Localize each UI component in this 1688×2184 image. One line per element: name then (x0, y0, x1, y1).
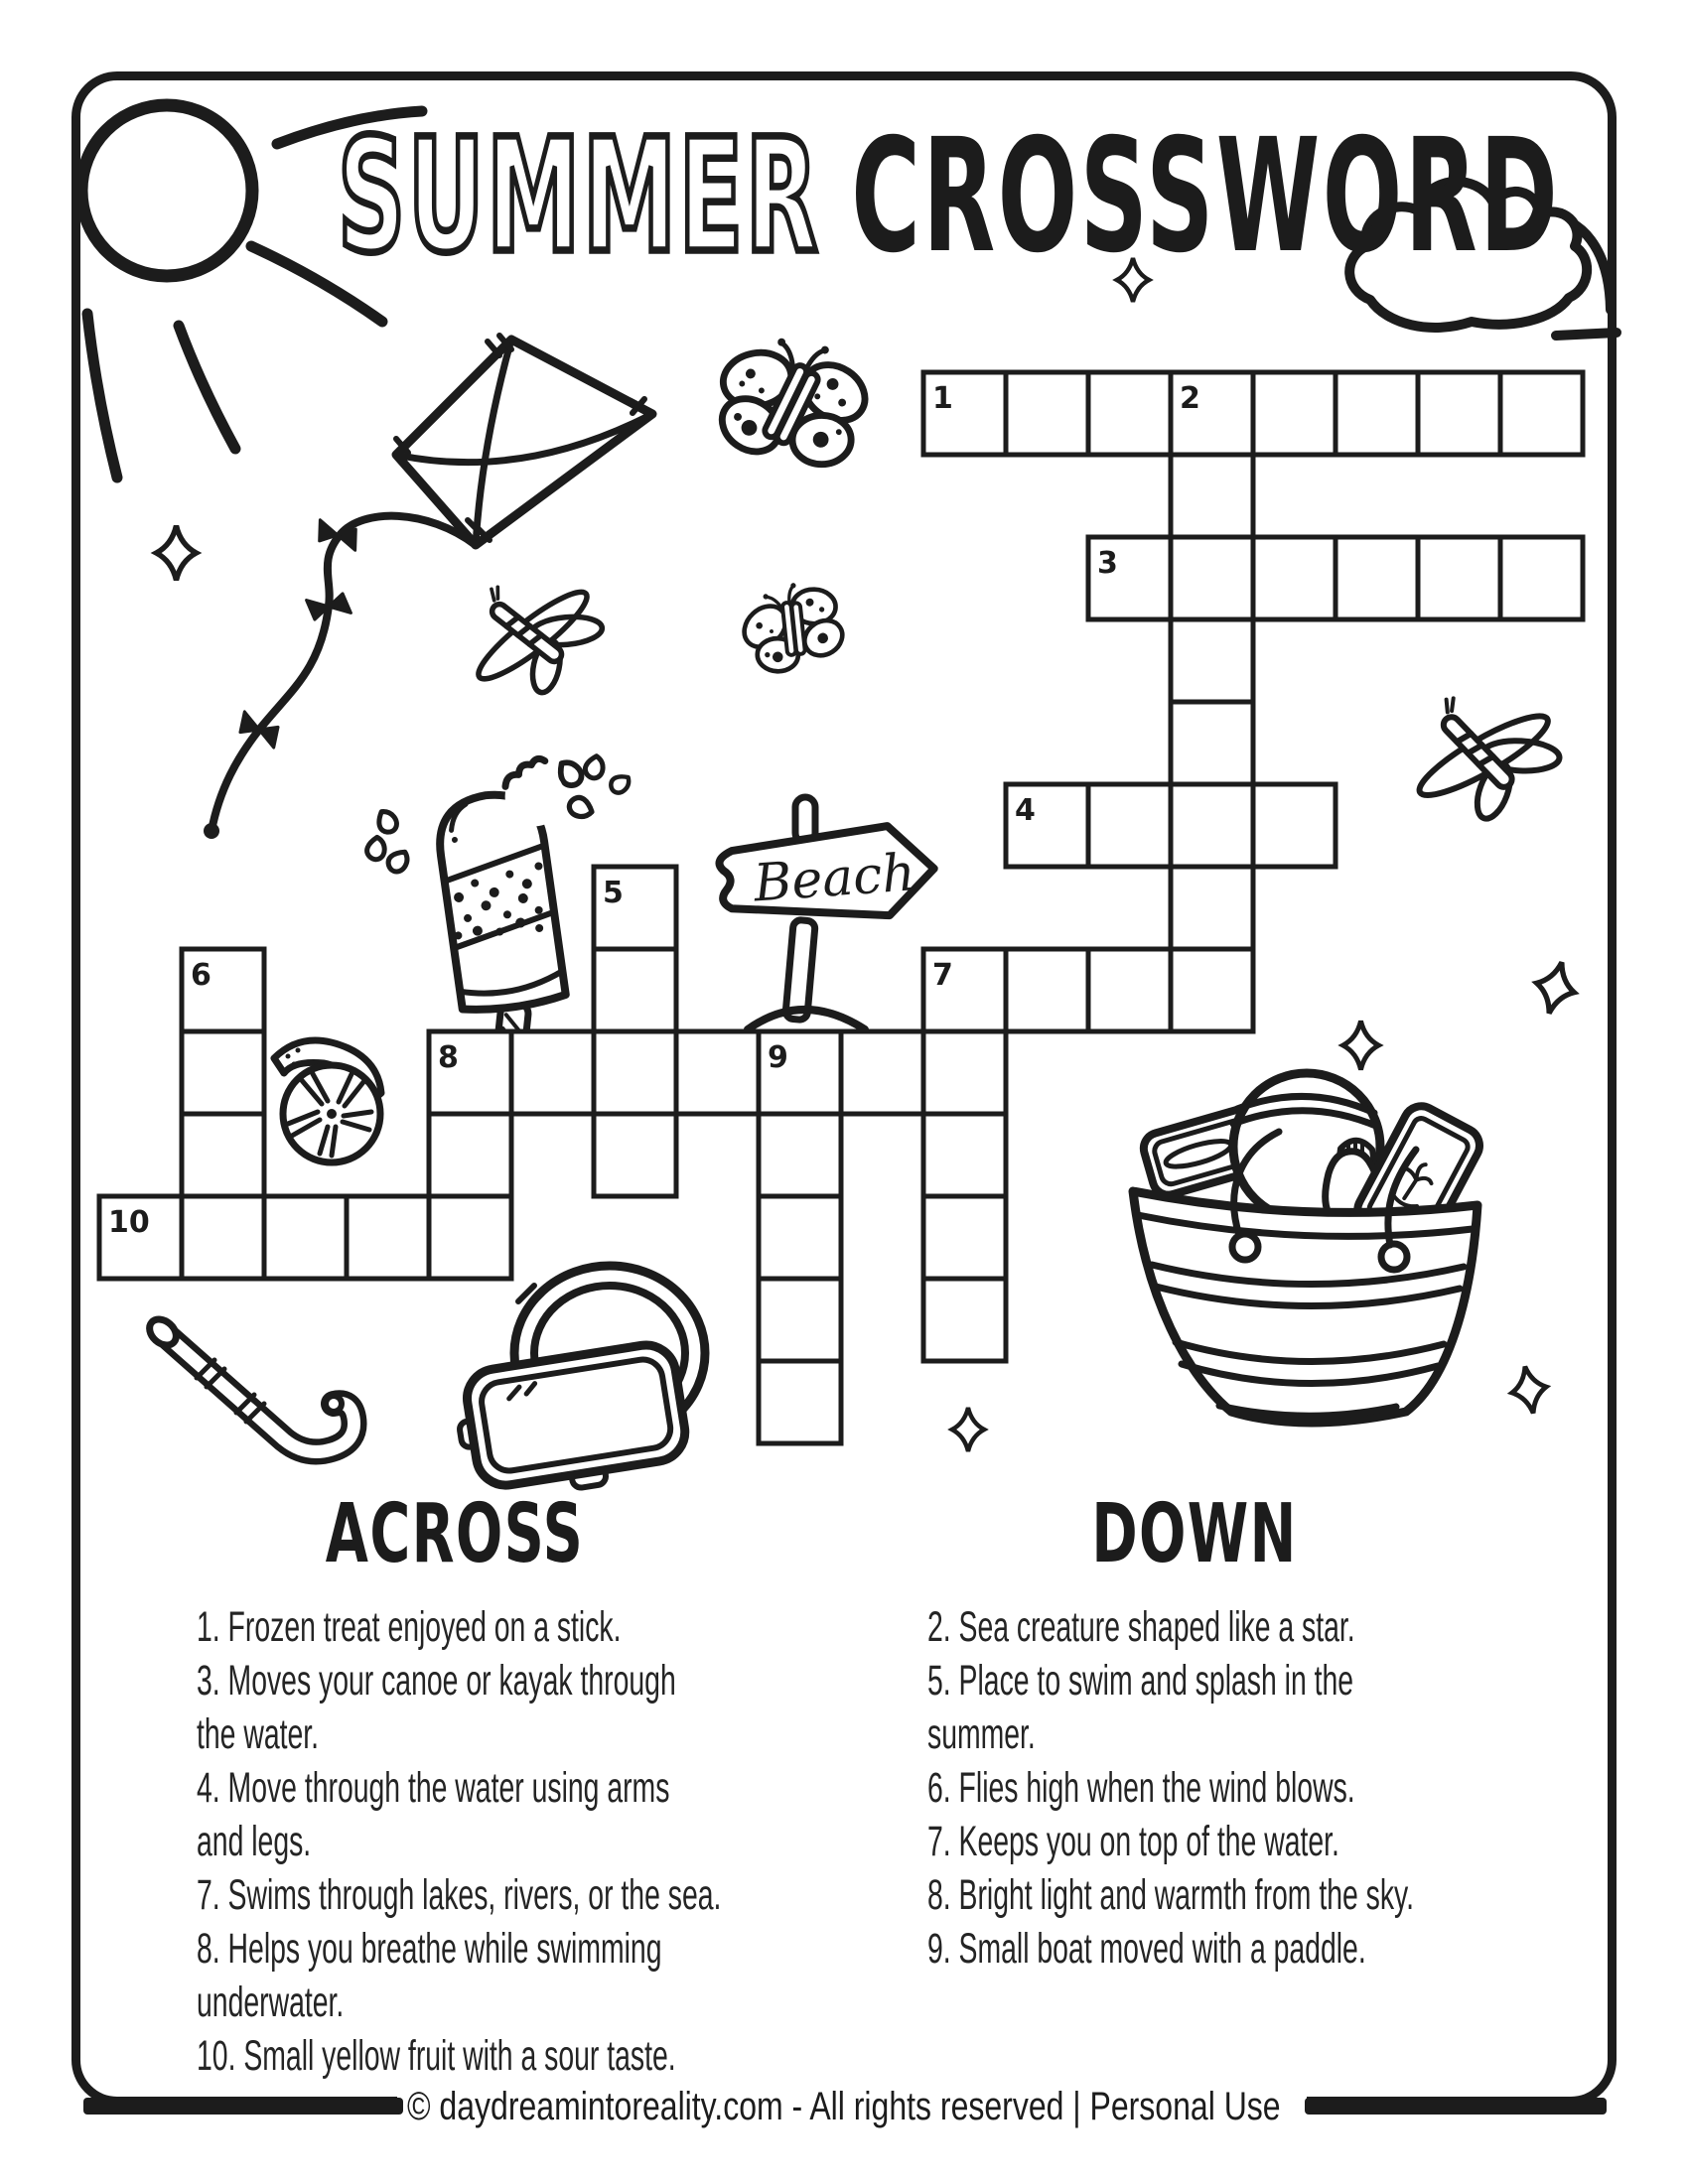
down-clue-line: 7. Keeps you on top of the water. (927, 1818, 1339, 1865)
down-clue-line: 8. Bright light and warmth from the sky. (927, 1871, 1415, 1919)
across-clue-line: 1. Frozen treat enjoyed on a stick. (197, 1603, 622, 1651)
down-header: DOWN (1091, 1487, 1298, 1581)
clue-number: 7 (932, 958, 953, 993)
across-clue-line: 10. Small yellow fruit with a sour taste. (197, 2032, 676, 2080)
beach-sign-label: Beach (752, 843, 917, 914)
across-clue-line: the water. (197, 1710, 320, 1758)
across-clue-line: 8. Helps you breathe while swimming (197, 1925, 662, 1973)
down-clue-line: 2. Sea creature shaped like a star. (927, 1603, 1355, 1651)
clue-number: 5 (603, 876, 624, 910)
down-clue-line: summer. (927, 1710, 1036, 1758)
across-clue-line: 7. Swims through lakes, rivers, or the sea. (197, 1871, 722, 1919)
title-word-crossword: CROSSWORD (851, 105, 1561, 288)
across-clue-line: 3. Moves your canoe or kayak through (197, 1657, 676, 1705)
across-clue-line: 4. Move through the water using arms (197, 1764, 670, 1812)
across-clue-line: underwater. (197, 1979, 345, 2026)
title-word-summer: SUMMER (337, 105, 821, 288)
clue-number: 9 (768, 1040, 788, 1075)
down-clue-line: 5. Place to swim and splash in the (927, 1657, 1354, 1705)
down-clue-line: 6. Flies high when the wind blows. (927, 1764, 1355, 1812)
across-header: ACROSS (325, 1487, 585, 1581)
clue-number: 4 (1015, 793, 1036, 828)
footer-copyright: © daydreamintoreality.com - All rights reserved | Personal Use (407, 2085, 1281, 2128)
clue-number: 6 (191, 958, 211, 993)
clue-number: 1 (932, 381, 953, 416)
page-border (71, 71, 1617, 2106)
clue-number: 2 (1180, 381, 1200, 416)
footer (0, 2085, 1688, 2129)
across-clue-line: and legs. (197, 1818, 312, 1865)
clue-number: 10 (108, 1205, 150, 1240)
clue-number: 3 (1097, 546, 1118, 581)
clue-number: 8 (438, 1040, 459, 1075)
down-clue-line: 9. Small boat moved with a paddle. (927, 1925, 1366, 1973)
